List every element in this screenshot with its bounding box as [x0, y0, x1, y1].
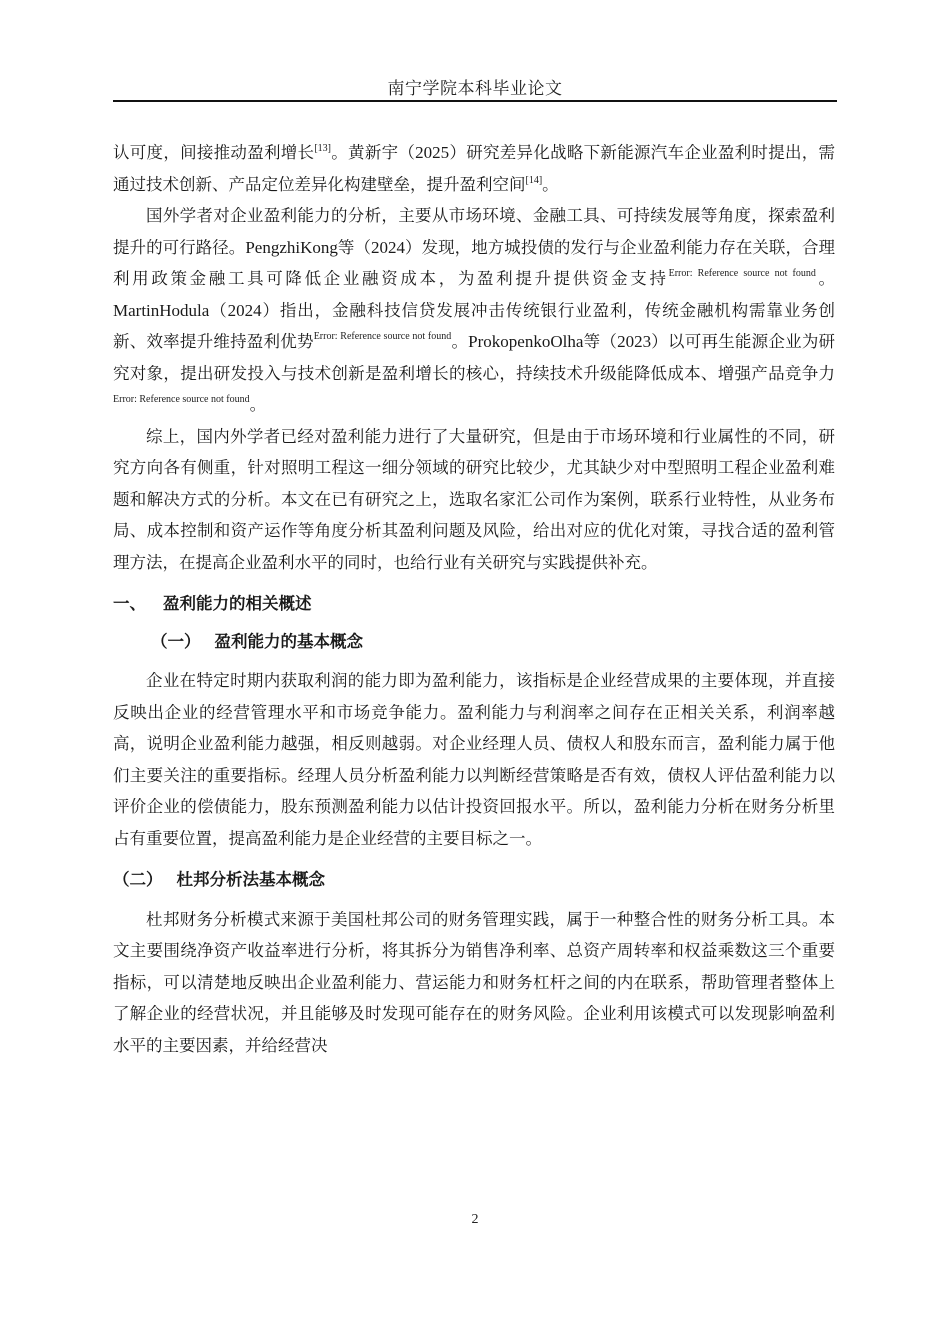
paragraph-1: 认可度，间接推动盈利增长[13]。黄新宇（2025）研究差异化战略下新能源汽车企业盈利时提出，需通过技术创新、产品定位差异化构建壁垒，提升盈利空间[14]。 — [113, 143, 836, 194]
paragraph-2: 国外学者对企业盈利能力的分析，主要从市场环境、金融工具、可持续发展等角度，探索盈利提升的可行路径。PengzhiKong等（2024）发现，地方城投债的发行与企业盈利能力存在关联，合理利用政策金融工具可降低企业融资成本，为盈利提升提供资金支持$^{Error: Reference source not found}$。MartinHodula（2024）指出，金融科技信贷发展冲击传统银行业盈利，传统金融机构需靠业务创新、效率提升维持盈利优势$^{Error: Reference source not found}$。ProkopenkoOlha等（2023）以可再生能源企业为研究对象，提出研发投入与技术创新是盈利增长的核心，持续技术升级能降低成本、增强产品竞争力$^{Error: Reference source not found}$。 — [113, 206, 836, 414]
page-number: 2 — [471, 1212, 479, 1227]
reference-error-3[interactable]: Error: Reference source not found — [113, 394, 250, 405]
subsection-heading-2 — [113, 864, 835, 896]
citation-13[interactable]: [13] — [314, 143, 331, 154]
paragraph-4: 企业在特定时期内获取利润的能力即为盈利能力，该指标是企业经营成果的主要体现，并直接反映出企业的经营管理水平和市场竞争能力。盈利能力与利润率之间存在正相关关系，利润率越高，说明企业盈利能力越强，相反则越弱。对企业经理人员、债权人和股东而言，盈利能力属于他们主要关注的重要指标。经理人员分析盈利能力以判断经营策略是否有效，债权人评估盈利能力以评价企业的偿债能力，股东预测盈利能力以估计投资回报水平。所以，盈利能力分析在财务分析里占有重要位置，提高盈利能力是企业经营的主要目标之一。 — [113, 671, 835, 848]
subsection-title: 盈利能力的基本概念 — [214, 631, 363, 651]
page-header: 南宁学院本科毕业论文 — [387, 79, 563, 99]
reference-error-2[interactable]: Error: Reference source not found — [313, 331, 452, 342]
document-body — [113, 137, 835, 1061]
section-title: 盈利能力的相关概述 — [163, 594, 312, 613]
header-rule — [113, 100, 837, 102]
paragraph-5: 杜邦财务分析模式来源于美国杜邦公司的财务管理实践，属于一种整合性的财务分析工具。本文主要围绕净资产收益率进行分析，将其拆分为销售净利率、总资产周转率和权益乘数这三个重要指标，可以清楚地反映出企业盈利能力、营运能力和财务杠杆之间的内在联系，帮助管理者整体上了解企业的经营状况，并且能够及时发现可能存在的财务风险。企业利用该模式可以发现影响盈利水平的主要因素，并给经营决 — [113, 909, 835, 1055]
subsection-title: 杜邦分析法基本概念 — [176, 870, 325, 889]
reference-error-1[interactable]: Error: Reference source not found — [668, 268, 816, 279]
subsection-number: （一） — [151, 631, 201, 651]
section-number: 一、 — [113, 594, 146, 613]
subsection-number: （二） — [113, 870, 163, 889]
citation-14[interactable]: [14] — [525, 174, 543, 186]
subsection-heading-1 — [113, 626, 835, 658]
section-heading-1 — [113, 588, 835, 620]
paragraph-3: 综上，国内外学者已经对盈利能力进行了大量研究，但是由于市场环境和行业属性的不同，研究方向各有侧重，针对照明工程这一细分领域的研究比较少，尤其缺少对中型照明工程企业盈利难题和解决方式的分析。本文在已有研究之上，选取名家汇公司作为案例，联系行业特性，从业务布局、成本控制和资产运作等角度分析其盈利问题及风险，给出对应的优化对策，寻找合适的盈利管理方法，在提高企业盈利水平的同时，也给行业有关研究与实践提供补充。 — [113, 426, 835, 572]
